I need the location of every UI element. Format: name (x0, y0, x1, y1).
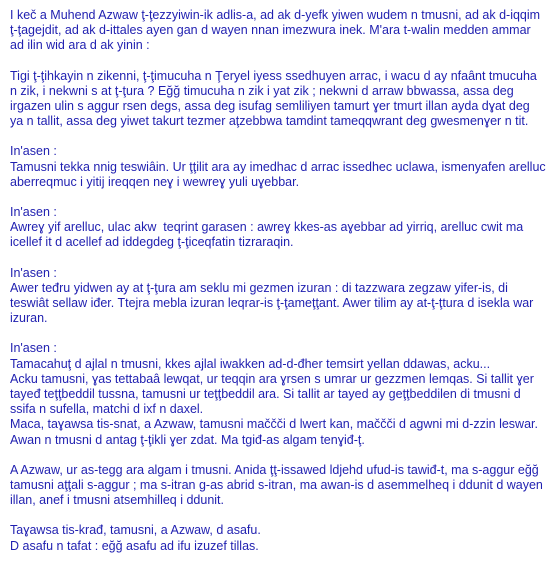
section-label: In'asen : (10, 144, 57, 159)
section-text: Awreɣ yif arelluc, ulac akw teqrint garasen : awreɣ kkes-as aɣebbar ad yirriq, arelluc cwit ma icellef it d acellef ad iddegdeg ţ-ţiceqfatin tizraraqin. (10, 220, 527, 250)
quote-paragraph: Tigi ţ-ţihkayin n zikenni, ţ-ţimucuha n Ţeryel iyess ssedhuyen arrac, i wacu d ay nfaânt tmucuha n zik, i nekwni s at ţ-ţura ? Eğğ timucuha n zik i yat zik ; nekwni d arraw bbwassa, assa deg irgazen ulin s aggur rsen degs, assa deg isufag semliliyen tamurt ɣer tmurt illan ayda dɣat deg ya n tallit, assa deg yiwet takurt tezmer aţzebbwa tamdint tameqqwrant deg gwesmenɣer n tit. (10, 68, 541, 129)
final-lines (10, 523, 546, 553)
document-body (10, 8, 550, 569)
section-1 (10, 144, 550, 190)
section-label: In'asen : (10, 205, 57, 220)
section-2 (10, 205, 546, 251)
closing-paragraph: A Azwaw, ur as-tegg ara algam i tmusni. Anida ţţ-issawed ldjehd ufud-is tawiđ-t, ma s-aggur eğğ tamusni aţţali s-aggur ; ma s-itran g-as abrid s-itran, ma awan-is d asemmelheq i ddunit d wayen illan, anef i tmusni atsemhilleq i ddunit. (10, 462, 547, 508)
final-line-1: Taɣawsa tis-krađ, tamusni, a Azwaw, d asafu. (10, 523, 261, 538)
final-line-2: D asafu n tafat : eğğ asafu ad ifu izuzef tillas. (10, 538, 259, 553)
section-text: Awer teđru yidwen ay at ţ-ţura am seklu mi gezmen izuran : di tazzwara zegzaw yifer-is, di teswiât sellaw iđer. Ttejra mebla izuran leqrar-is ţ-ţameţţant. Awer tilim ay at-ţ-ţtura d isekla war izuran. (10, 280, 537, 326)
section-text: Tamacahuţ d ajlal n tmusni, kkes ajlal iwakken ad-d-đher temsirt yellan ddawas, acku... Acku tamusni, ɣas tettabaâ lewqat, ur teqqin ara ɣrsen s umrar ur gezzmen lemqas. Si tallit ɣer tayeđ teţţbeddil tussna, tamusni ur teţţbeddil ara. Si tallit ar tayed ay geţţbeddilen di tmusni d ssifa n sufella, matchi d ixf n daxel. Maca, taɣawsa tis-snat, a Azwaw, tamusni maččči d lwert kan, maččči d agwni mi d-zzin leswar. Awan n tmusni d antag ţ-ţikli ɣer zdat. Ma tgiđ-as algam tenɣiđ-ţ. (10, 356, 538, 447)
section-label: In'asen : (10, 265, 57, 280)
section-3 (10, 266, 546, 327)
section-4 (10, 341, 546, 447)
section-text: Tamusni tekka nnig teswiâin. Ur ţţilit ara ay imedhac d arrac issedhec uclawa, ismenyafen arelluc aberreqmuc i yitij ireqqen neɣ i wewreɣ yuli uɣebbar. (10, 159, 550, 189)
section-label: In'asen : (10, 341, 57, 356)
intro-paragraph: I keč a Muhend Azwaw ţ-ţezzyiwin-ik adlis-a, ad ak d-yefk yiwen wudem n tmusni, ad ak d-iqqim ţ-ţagejdit, ad ak d-ittales ayen gan d wayen nnan imezwura inek. M'ara t-walin medden ammar ad ilin wid ara d ak yinin : (10, 8, 544, 53)
